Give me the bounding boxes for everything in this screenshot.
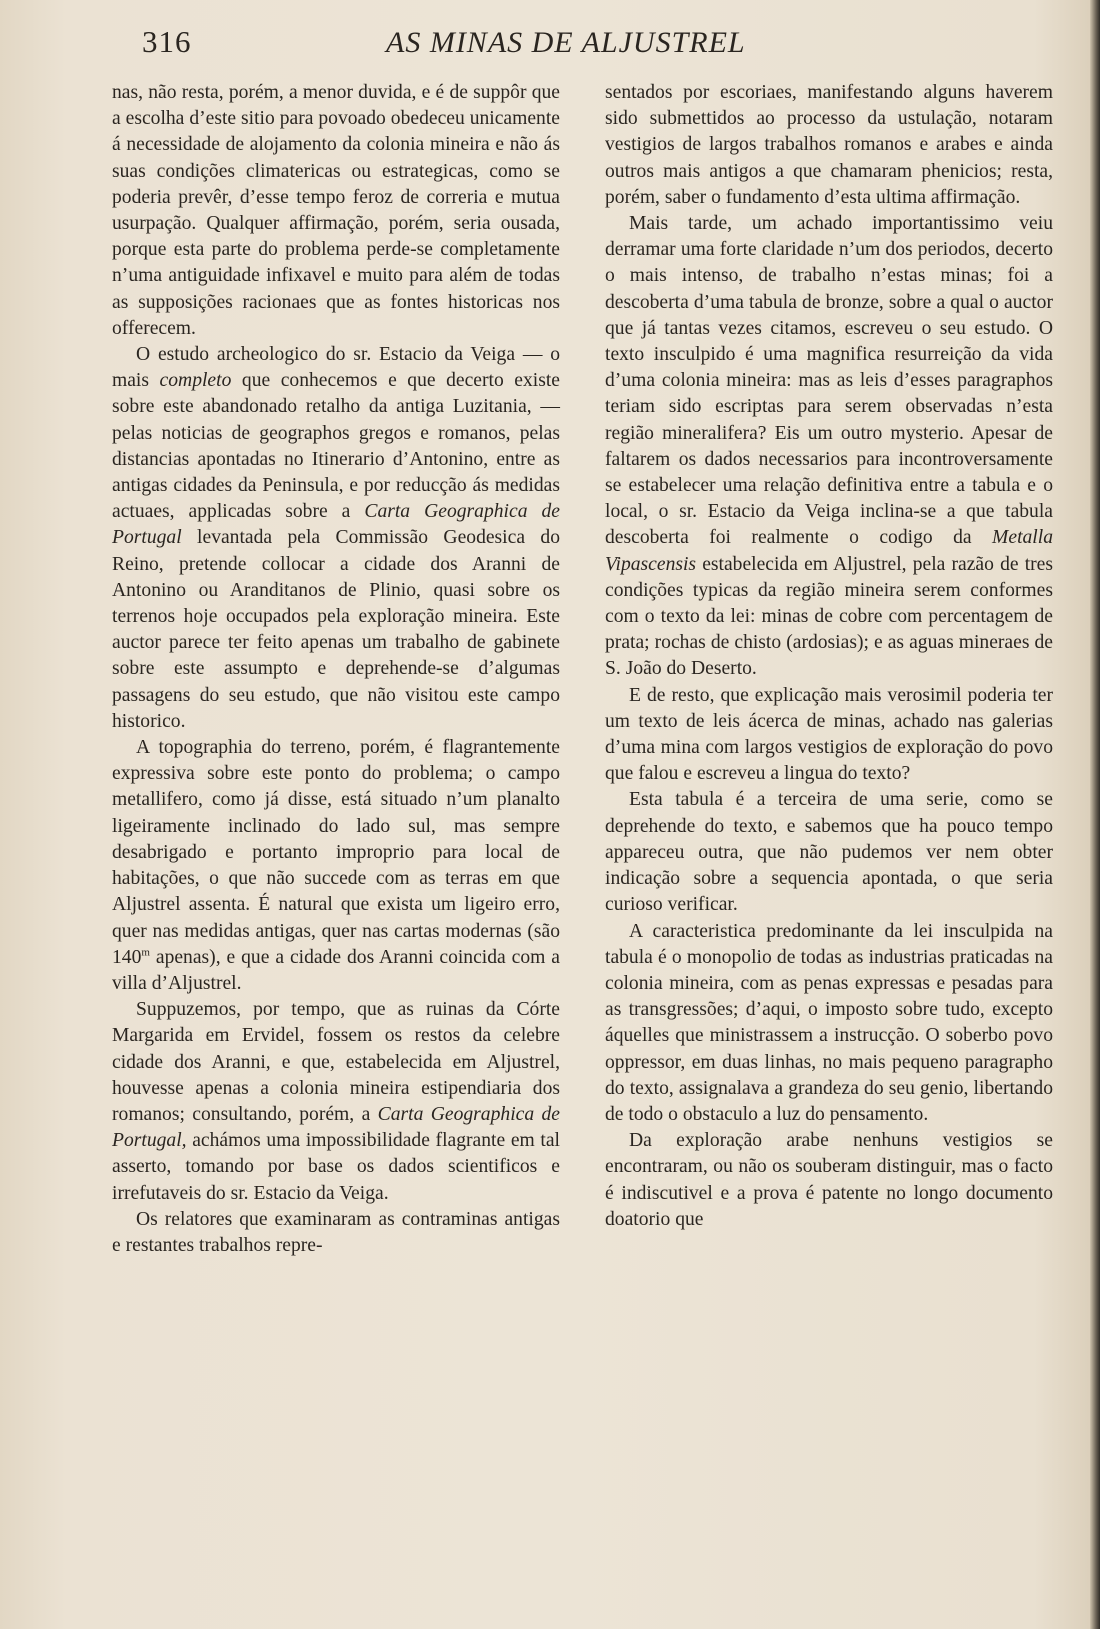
italic-text: completo: [159, 370, 232, 392]
text-run: nas, não resta, porém, a menor duvida, e é de suppôr que a escolha d’este sitio para povoado obedeceu unicamente á necessidade de alojamento da colonia mineira e não ás suas condições climatericas ou estrategicas, como se poderia prevêr, d’esse tempo feroz de correria e mutua usurpação. Qualquer affirmação, porém, seria ousada, porque esta parte do problema perde-se completamente n’uma antiguidade infixavel e muito para além de todas as supposições racionaes que as fontes historicas nos offerecem.: [112, 82, 560, 339]
paragraph: [605, 1128, 1053, 1233]
text-run: Suppuzemos, por tempo, que as ruinas da Córte Margarida em Ervidel, fossem os restos da celebre cidade dos Aranni, e que, estabelecida em Aljustrel, houvesse apenas a colonia mineira estipendiaria dos romanos; consultando, porém, a: [112, 999, 560, 1125]
text-run: achámos uma impossibilidade flagrante em tal asserto, tomando por base os dados scientificos e irrefutaveis do sr. Estacio da Veiga.: [112, 1130, 560, 1204]
text-run: E de resto, que explicação mais verosimil poderia ter um texto de leis ácerca de minas, achado nas galerias d’uma mina com largos vestigios de exploração do povo que falou e escreveu a lingua do texto?: [605, 684, 1053, 785]
text-run: A caracteristica predominante da lei insculpida na tabula é o monopolio de todas as industrias praticadas na colonia mineira, com as penas expressas e pesadas para as transgressões; d’aqui, o imposto sobre tudo, excepto áquelles que ministrassem a instrucção. O soberbo povo oppressor, em duas linhas, no mais pequeno paragrapho do texto, assignalava a grandeza do seu genio, libertando de todo o obstaculo a luz do pensamento.: [605, 920, 1053, 1125]
page-header: [0, 20, 1100, 70]
text-run: levantada pela Commissão Geodesica do Reino, pretende collocar a cidade dos Aranni de Antonino ou Aranditanos de Plinio, quasi sobre os terrenos hoje occupados pela exploração mineira. Este auctor parece ter feito apenas um trabalho de gabinete sobre este assumpto e deprehende-se d’algumas passagens do seu estudo, que não visitou este campo historico.: [112, 527, 560, 732]
paragraph: [605, 919, 1053, 1129]
paragraph: [112, 735, 560, 997]
text-run: que conhecemos e que decerto existe sobre este abandonado retalho da antiga Luzitania, — pelas noticias de geographos gregos e romanos, pelas distancias apontadas no Itinerario d’Antonino, entre as antigas cidades da Peninsula, e por reducção ás medidas actuaes, applicadas sobre a: [112, 370, 561, 523]
text-run: Os relatores que examinaram as contraminas antigas e restantes trabalhos repre-: [112, 1208, 560, 1256]
paragraph: [112, 1207, 560, 1259]
text-run: estabelecida em Aljustrel, pela razão de tres condições typicas da região mineira serem conformes com o texto da lei: minas de cobre com percentagem de prata; rochas de chisto (ardosias); e as aguas mineraes de S. João do Deserto.: [605, 553, 1053, 680]
left-text-column: [112, 80, 560, 1259]
text-run: O estudo archeologico do sr. Estacio da Veiga — o mais: [112, 344, 560, 392]
paragraph: [605, 787, 1053, 918]
italic-text: Metalla Vipascensis: [605, 527, 1053, 575]
text-run: sentados por escoriaes, manifestando alguns haverem sido submettidos ao processo da ustulação, notaram vestigios de largos trabalhos romanos e arabes e ainda outros mais antigos a que chamaram phenicios; resta, porém, saber o fundamento d’esta ultima affirmação.: [605, 82, 1053, 208]
text-run: Da exploração arabe nenhuns vestigios se encontraram, ou não os souberam distinguir, mas o facto é indiscutivel e a prova é patente no longo documento doatorio que: [605, 1130, 1053, 1230]
paragraph: [605, 683, 1053, 788]
paragraph: [112, 997, 560, 1207]
paragraph: [112, 80, 560, 342]
page-number: 316: [142, 24, 192, 59]
text-run: A topographia do terreno, porém, é flagrantemente expressiva sobre este ponto do problema; o campo metallifero, como já disse, está situado n’um planalto ligeiramente inclinado do lado sul, mas sempre desabrigado e portanto improprio para local de habitações, o que não succede com as terras em que Aljustrel assenta. É natural que exista um ligeiro erro, quer nas medidas antigas, quer nas cartas modernas (são 140: [112, 737, 560, 968]
text-run: Mais tarde, um achado importantissimo veiu derramar uma forte claridade n’um dos periodos, decerto o mais intenso, de trabalho n’estas minas; foi a descoberta d’uma tabula de bronze, sobre a qual o auctor que já tantas vezes citamos, escreveu o seu estudo. O texto insculpido é uma magnifica resurreição da vida d’uma colonia mineira: mas as leis d’esses paragraphos teriam sido escriptas para serem observadas n’esta região mineralifera? Eis um outro mysterio. Apesar de faltarem os dados necessarios para incontroversamente se estabelecer uma relação definitiva entre a tabula e o local, o sr. Estacio da Veiga inclina-se a que tabula descoberta foi realmente o codigo da: [605, 213, 1053, 549]
italic-text: Carta Geographica de Portugal: [112, 501, 560, 549]
paragraph: [605, 80, 1053, 211]
running-title: AS MINAS DE ALJUSTREL: [386, 26, 746, 59]
right-text-column: [605, 80, 1053, 1233]
italic-text: Carta Geographica de Portugal,: [112, 1103, 560, 1152]
book-spine-edge: [1090, 0, 1100, 1629]
text-run: apenas), e que a cidade dos Aranni coincida com a villa d’Aljustrel.: [112, 946, 560, 994]
superscript: m: [141, 946, 150, 959]
text-run: Esta tabula é a terceira de uma serie, como se deprehende do texto, e sabemos que ha pouco tempo appareceu outra, que não pudemos ver nem obter indicação sobre a sequencia apontada, o que seria curioso verificar.: [605, 789, 1053, 916]
paragraph: [605, 211, 1053, 683]
paragraph: [112, 342, 560, 735]
